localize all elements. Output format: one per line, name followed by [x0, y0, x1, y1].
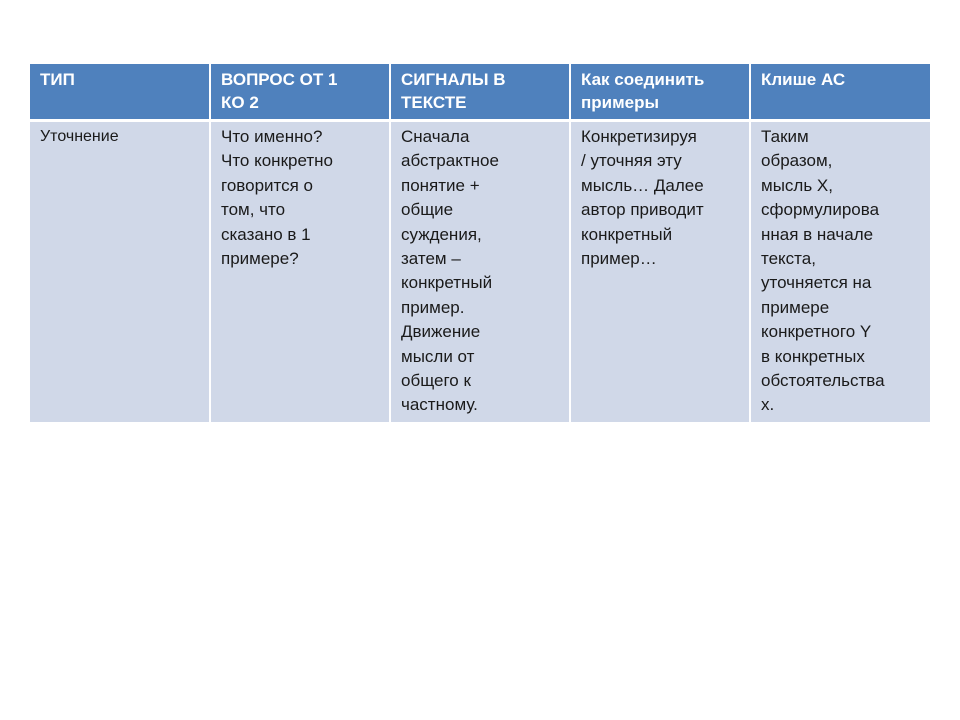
table-header-row: [30, 64, 930, 121]
header-cliches: Клише АС: [750, 64, 930, 121]
header-signals: СИГНАЛЫ В ТЕКСТЕ: [390, 64, 570, 121]
comparison-table: [30, 64, 930, 422]
cell-cliches: Таким образом, мысль Х, сформулирова нная в начале текста, уточняется на примере конкретного Y в конкретных обстоятельства х.: [750, 121, 930, 422]
header-type: ТИП: [30, 64, 210, 121]
header-how-to-connect: Как соединить примеры: [570, 64, 750, 121]
cell-type: Уточнение: [30, 121, 210, 422]
cell-question: Что именно? Что конкретно говорится о том, что сказано в 1 примере?: [210, 121, 390, 422]
cell-signals: Сначала абстрактное понятие + общие суждения, затем – конкретный пример. Движение мысли от общего к частному.: [390, 121, 570, 422]
header-question: ВОПРОС ОТ 1 КО 2: [210, 64, 390, 121]
cell-how-to-connect: Конкретизируя / уточняя эту мысль… Далее автор приводит конкретный пример…: [570, 121, 750, 422]
table-row: [30, 121, 930, 422]
